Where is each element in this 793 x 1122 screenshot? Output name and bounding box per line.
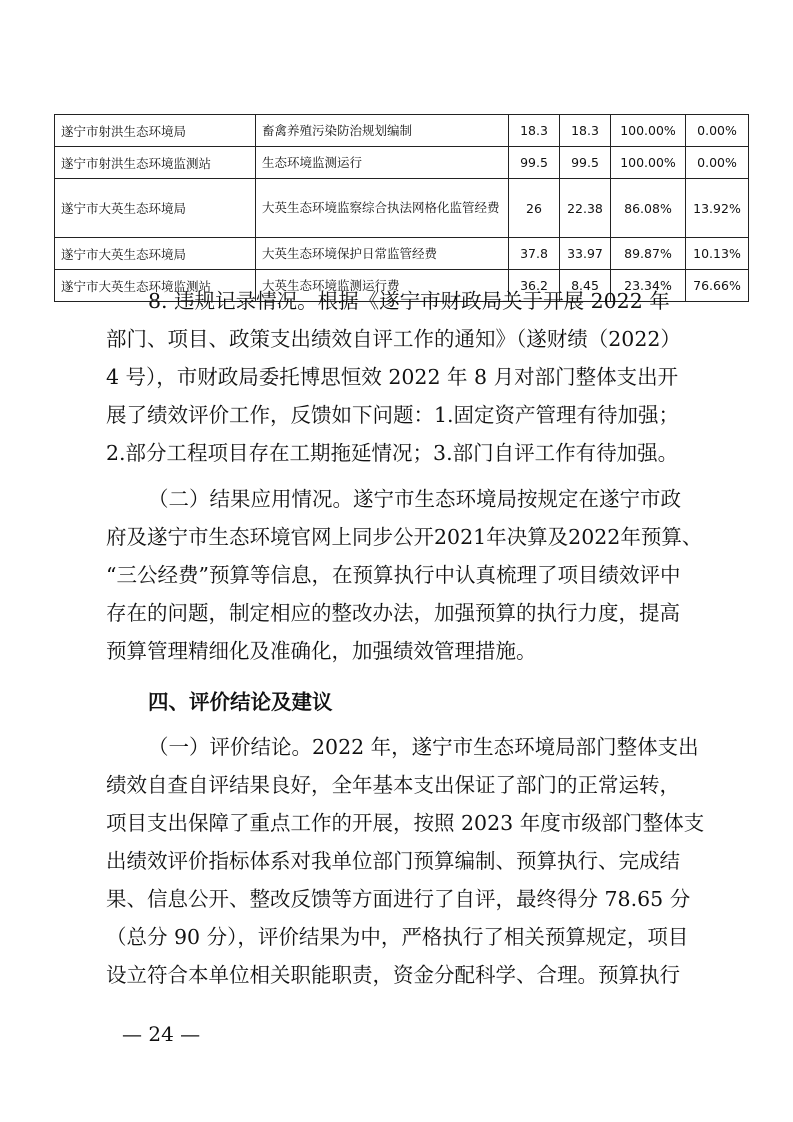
rate-cell: 86.08% xyxy=(611,179,686,238)
project-cell: 生态环境监测运行 xyxy=(256,147,509,179)
remaining-cell: 76.66% xyxy=(686,270,749,302)
project-cell: 大英生态环境监察综合执法网格化监管经费 xyxy=(256,179,509,238)
project-cell: 大英生态环境保护日常监管经费 xyxy=(256,238,509,270)
paragraph-line: 府及遂宁市生态环境官网上同步公开2021年决算及2022年预算、 xyxy=(106,525,703,549)
paragraph-line: 部门、项目、政策支出绩效自评工作的通知》（遂财绩（2022） xyxy=(106,327,681,351)
rate-cell: 89.87% xyxy=(611,238,686,270)
paragraph-line: 4 号），市财政局委托博思恒效 2022 年 8 月对部门整体支出开 xyxy=(106,365,679,389)
paragraph-line: （总分 90 分），评价结果为中，严格执行了相关预算规定，项目 xyxy=(106,925,689,949)
table-row xyxy=(55,238,749,270)
results-application-paragraph xyxy=(106,480,703,670)
rate-cell: 23.34% xyxy=(611,270,686,302)
budget-cell: 99.5 xyxy=(509,147,560,179)
dept-cell: 遂宁市大英生态环境监测站 xyxy=(55,270,256,302)
remaining-cell: 0.00% xyxy=(686,147,749,179)
section-heading: 四、评价结论及建议 xyxy=(148,690,333,714)
violation-record-paragraph xyxy=(106,282,696,472)
paragraph-line: （二）结果应用情况。遂宁市生态环境局按规定在遂宁市政 xyxy=(148,487,681,511)
spent-cell: 8.45 xyxy=(560,270,611,302)
paragraph-line: 8. 违规记录情况。根据《遂宁市财政局关于开展 2022 年 xyxy=(148,289,670,313)
budget-cell: 37.8 xyxy=(509,238,560,270)
paragraph-line: （一）评价结论。2022 年，遂宁市生态环境局部门整体支出 xyxy=(148,735,699,759)
table-row xyxy=(55,147,749,179)
evaluation-conclusion-paragraph xyxy=(106,728,705,994)
paragraph-line: “三公经费”预算等信息，在预算执行中认真梳理了项目绩效评中 xyxy=(106,563,681,587)
rate-cell: 100.00% xyxy=(611,115,686,147)
remaining-cell: 13.92% xyxy=(686,179,749,238)
dept-cell: 遂宁市大英生态环境局 xyxy=(55,238,256,270)
budget-table xyxy=(54,114,749,302)
spent-cell: 18.3 xyxy=(560,115,611,147)
budget-cell: 18.3 xyxy=(509,115,560,147)
budget-cell: 26 xyxy=(509,179,560,238)
spent-cell: 22.38 xyxy=(560,179,611,238)
rate-cell: 100.00% xyxy=(611,147,686,179)
paragraph-line: 预算管理精细化及准确化，加强绩效管理措施。 xyxy=(106,639,537,663)
paragraph-line: 果、信息公开、整改反馈等方面进行了自评，最终得分 78.65 分 xyxy=(106,887,691,911)
budget-cell: 36.2 xyxy=(509,270,560,302)
paragraph-line: 设立符合本单位相关职能职责，资金分配科学、合理。预算执行 xyxy=(106,963,680,987)
paragraph-line: 项目支出保障了重点工作的开展，按照 2023 年度市级部门整体支 xyxy=(106,811,705,835)
paragraph-line: 2.部分工程项目存在工期拖延情况；3.部门自评工作有待加强。 xyxy=(106,441,679,465)
spent-cell: 99.5 xyxy=(560,147,611,179)
table-row xyxy=(55,179,749,238)
paragraph-line: 绩效自查自评结果良好，全年基本支出保证了部门的正常运转， xyxy=(106,773,680,797)
remaining-cell: 10.13% xyxy=(686,238,749,270)
spent-cell: 33.97 xyxy=(560,238,611,270)
dept-cell: 遂宁市射洪生态环境局 xyxy=(55,115,256,147)
page-number: — 24 — xyxy=(122,1022,201,1046)
dept-cell: 遂宁市大英生态环境局 xyxy=(55,179,256,238)
project-cell: 大英生态环境监测运行费 xyxy=(256,270,509,302)
budget-table-body xyxy=(55,115,749,302)
paragraph-line: 出绩效评价指标体系对我单位部门预算编制、预算执行、完成结 xyxy=(106,849,680,873)
paragraph-line: 展了绩效评价工作，反馈如下问题：1.固定资产管理有待加强； xyxy=(106,403,680,427)
dept-cell: 遂宁市射洪生态环境监测站 xyxy=(55,147,256,179)
paragraph-line: 存在的问题，制定相应的整改办法，加强预算的执行力度，提高 xyxy=(106,601,680,625)
table-row xyxy=(55,115,749,147)
remaining-cell: 0.00% xyxy=(686,115,749,147)
project-cell: 畜禽养殖污染防治规划编制 xyxy=(256,115,509,147)
